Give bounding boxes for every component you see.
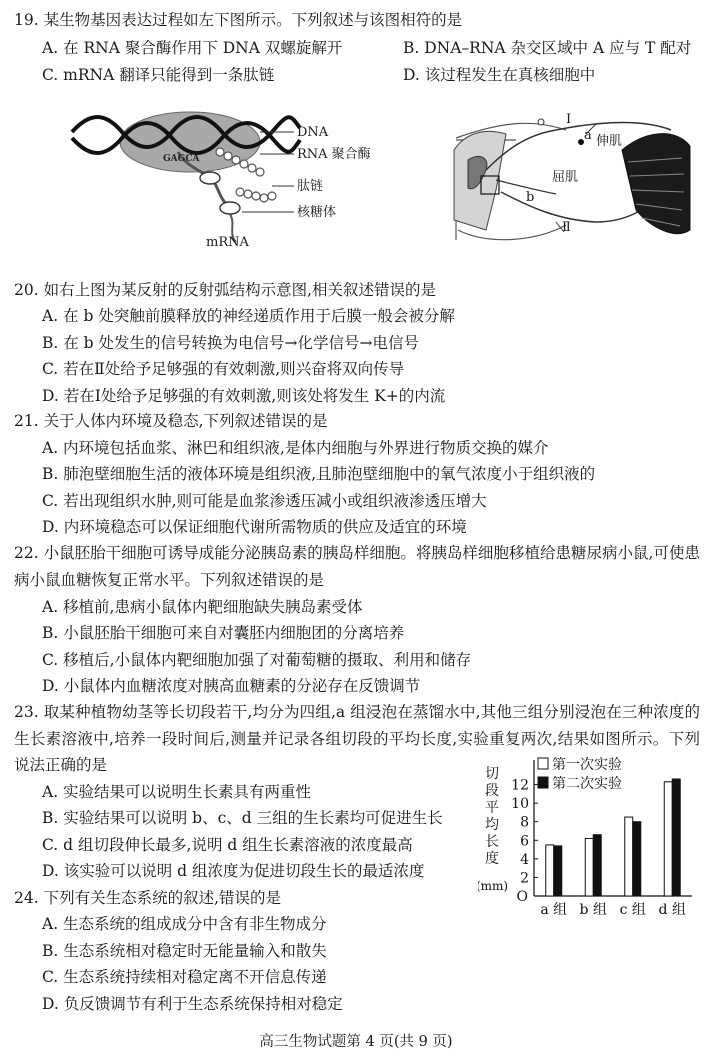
q21-option-a: A. 内环境包括血浆、淋巴和组织液,是体内细胞与外界进行物质交换的媒介 (42, 439, 549, 457)
x-category-label-1: b 组 (579, 902, 607, 918)
legend-label-1: 第二次实验 (552, 776, 622, 792)
bar-first-2 (625, 817, 633, 896)
label-flexor: 屈肌 (552, 170, 579, 185)
q22-option-a: A. 移植前,患病小鼠体内靶细胞缺失胰岛素受体 (42, 598, 363, 616)
page-footer: 高三生物试题第 4 页(共 9 页) (259, 1034, 453, 1050)
q20-option-c: C. 若在Ⅱ处给予足够强的有效刺激,则兴奋将双向传导 (42, 360, 405, 378)
y-axis-label-char: 切 (485, 766, 499, 782)
x-category-label-0: a 组 (540, 902, 568, 918)
y-tick-label-4: 4 (520, 851, 529, 868)
growth-chart-svg (478, 752, 708, 922)
label-roman-i: Ⅰ (566, 112, 572, 127)
label-rna-polymerase: RNA 聚合酶 (297, 147, 371, 162)
label-a: a (584, 128, 592, 143)
q23-option-b: B. 实验结果可以说明 b、c、d 三组的生长素均可促进生长 (42, 809, 443, 827)
y-tick-label-8: 8 (520, 814, 529, 831)
reflex-arc-figure (446, 110, 696, 245)
q24-option-b: B. 生态系统相对稳定时无能量输入和散失 (42, 942, 327, 960)
label-mrna: mRNA (206, 235, 249, 250)
muscle-shape (622, 134, 690, 234)
gene-expression-figure (60, 100, 400, 260)
bar-second-2 (633, 822, 641, 896)
label-peptide: 肽链 (297, 179, 324, 194)
bar-second-3 (672, 779, 680, 896)
q19-option-d: D. 该过程发生在真核细胞中 (403, 66, 596, 84)
legend-swatch-0 (538, 758, 548, 769)
q23-stem: 23. 取某种植物幼茎等长切段若干,均分为四组,a 组浸泡在蒸馏水中,其他三组分别浸泡在三种浓度的生长素溶液中,培养一段时间后,测量并记录各组切段的平均长度,实验重复两次,结果如图所示。下列说法正确的是 (14, 703, 700, 774)
y-tick-label-6: 6 (520, 833, 529, 850)
q19-option-b: B. DNA–RNA 杂交区域中 A 应与 T 配对 (403, 39, 692, 57)
y-tick-label-12: 12 (511, 777, 529, 794)
legend-label-0: 第一次实验 (552, 757, 622, 773)
y-axis-label-char: 平 (485, 800, 499, 816)
bar-first-1 (585, 838, 593, 896)
q19-option-c: C. mRNA 翻译只能得到一条肽链 (42, 66, 275, 84)
y-tick-label-2: 2 (520, 870, 529, 887)
label-extensor: 伸肌 (596, 134, 623, 149)
bar-first-0 (546, 845, 554, 896)
y-axis-label-char: 度 (485, 851, 499, 867)
q19-stem: 19. 某生物基因表达过程如左下图所示。下列叙述与该图相符的是 (14, 11, 463, 29)
q20-option-a: A. 在 b 处突触前膜释放的神经递质作用于后膜一般会被分解 (42, 307, 455, 325)
legend-swatch-1 (538, 777, 548, 788)
origin-label: O (516, 889, 528, 905)
q21-option-c: C. 若出现组织水肿,则可能是血浆渗透压减小或组织液渗透压增大 (42, 492, 487, 510)
q23-option-d: D. 该实验可以说明 d 组浓度为促进切段生长的最适浓度 (42, 862, 425, 880)
q20-stem: 20. 如右上图为某反射的反射弧结构示意图,相关叙述错误的是 (14, 281, 437, 299)
bar-second-1 (593, 835, 601, 896)
q20-option-d: D. 若在Ⅰ处给予足够强的有效刺激,则该处将发生 K+的内流 (42, 387, 446, 405)
q24-option-d: D. 负反馈调节有利于生态系统保持相对稳定 (42, 995, 343, 1013)
q22-option-d: D. 小鼠体内血糖浓度对胰高血糖素的分泌存在反馈调节 (42, 677, 421, 695)
label-b: b (526, 190, 535, 205)
receptor-circle (538, 119, 544, 125)
label-ribosome: 核糖体 (297, 205, 337, 220)
label-dna: DNA (297, 125, 329, 140)
y-axis-label-char: 均 (485, 817, 499, 833)
q21-option-b: B. 肺泡壁细胞生活的液体环境是组织液,且肺泡壁细胞中的氧气浓度小于组织液的 (42, 465, 596, 483)
bar-second-0 (554, 846, 562, 896)
q23-option-c: C. d 组切段伸长最多,说明 d 组生长素溶液的浓度最高 (42, 836, 413, 854)
q24-stem: 24. 下列有关生态系统的叙述,错误的是 (14, 889, 282, 907)
label-roman-ii: Ⅱ (562, 220, 571, 235)
q21-stem: 21. 关于人体内环境及稳态,下列叙述错误的是 (14, 412, 328, 430)
q24-option-c: C. 生态系统持续相对稳定离不开信息传递 (42, 968, 327, 986)
bar-first-3 (664, 782, 672, 896)
x-category-label-2: c 组 (619, 902, 646, 918)
y-tick-label-10: 10 (511, 796, 529, 813)
q22-option-b: B. 小鼠胚胎干细胞可来自对囊胚内细胞团的分离培养 (42, 624, 405, 642)
gene-seq-label: GAGCA (163, 154, 200, 164)
q22-stem: 22. 小鼠胚胎干细胞可诱导成能分泌胰岛素的胰岛样细胞。将胰岛样细胞移植给患糖尿病小鼠,可使患病小鼠血糖恢复正常水平。下列叙述错误的是 (14, 544, 700, 589)
q22-option-c: C. 移植后,小鼠体内靶细胞加强了对葡萄糖的摄取、利用和储存 (42, 651, 472, 669)
growth-chart (478, 752, 708, 922)
x-category-label-3: d 组 (658, 902, 686, 918)
q20-option-b: B. 在 b 处发生的信号转换为电信号→化学信号→电信号 (42, 334, 419, 352)
q21-option-d: D. 内环境稳态可以保证细胞代谢所需物质的供应及适宜的环境 (42, 518, 467, 536)
q24-option-a: A. 生态系统的组成成分中含有非生物成分 (42, 915, 327, 933)
y-axis-label-char: 长 (485, 834, 499, 850)
q23-option-a: A. 实验结果可以说明生长素具有两重性 (42, 783, 312, 801)
y-axis-unit-label: (mm) (478, 879, 509, 893)
q19-option-a: A. 在 RNA 聚合酶作用下 DNA 双螺旋解开 (42, 39, 343, 57)
y-axis-label-char: 段 (485, 783, 499, 799)
